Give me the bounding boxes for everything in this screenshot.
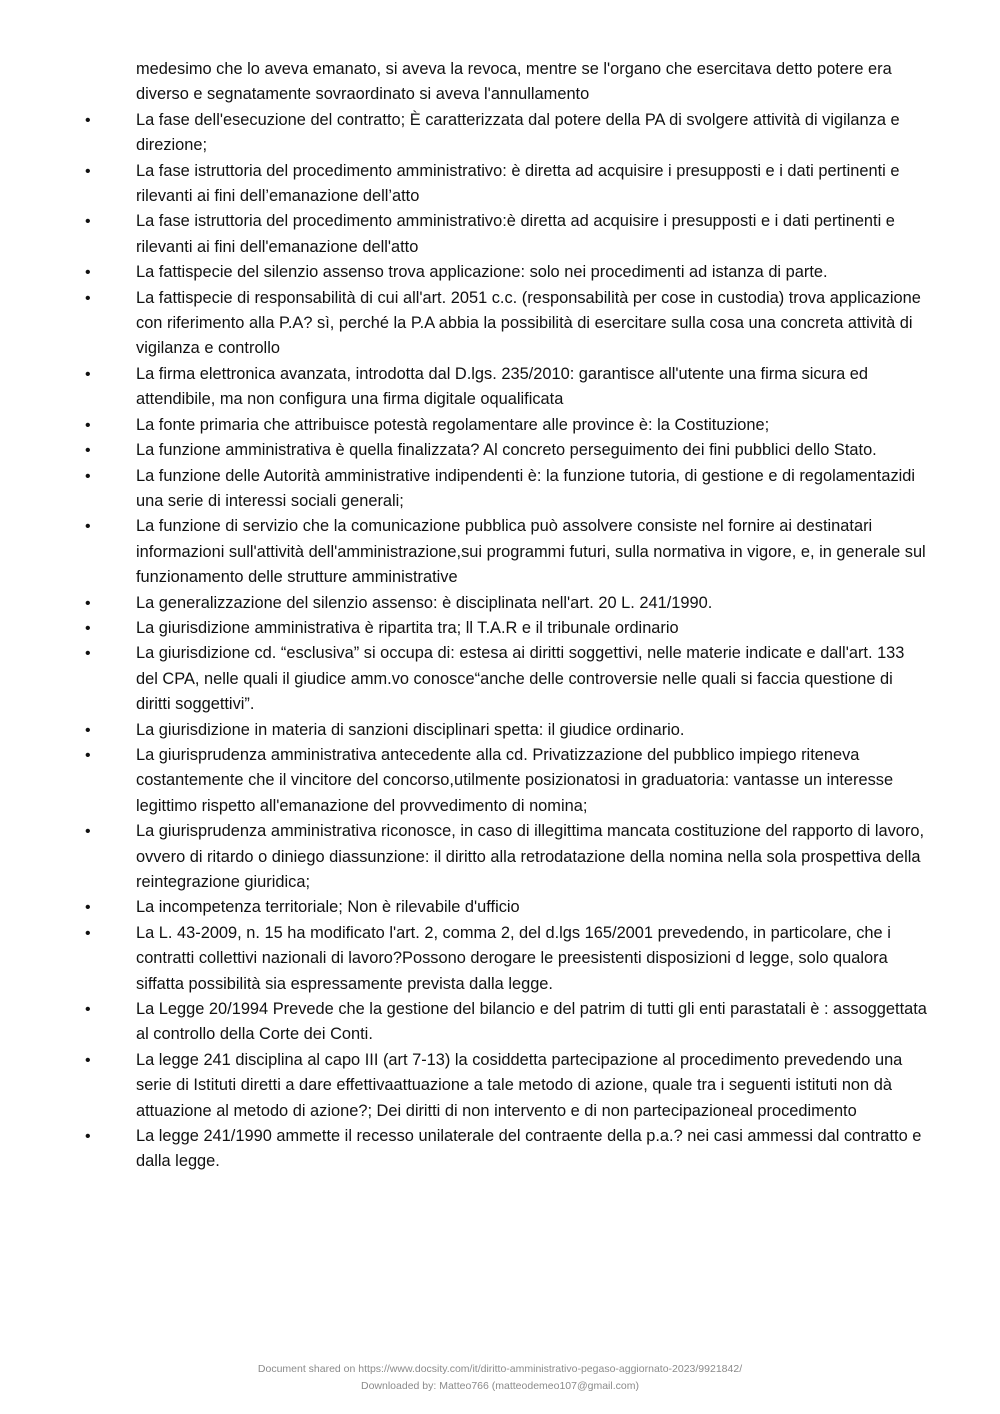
- list-item-text: La fase istruttoria del procedimento amministrativo: è diretta ad acquisire i presupposti e i dati pertinenti e rilevanti ai fini dell’emanazione dell’atto: [136, 161, 900, 206]
- list-item-text: La fase istruttoria del procedimento amministrativo:è diretta ad acquisire i presupposti e i dati pertinenti e rilevanti ai fini dell'emanazione dell'atto: [136, 212, 895, 256]
- list-item: [78, 743, 928, 819]
- bullet-icon: •: [85, 442, 91, 460]
- list-item: [78, 362, 928, 413]
- list-item: [78, 108, 928, 159]
- bullet-icon: •: [85, 213, 91, 231]
- list-item-text: La funzione amministrativa è quella finalizzata? Al concreto perseguimento dei fini pubblici dello Stato.: [136, 441, 877, 460]
- list-item-text: La giurisdizione cd. “esclusiva” si occupa di: estesa ai diritti soggettivi, nelle materie indicate e dall'art. 133 del CPA, nelle quali il giudice amm.vo conosce“anche delle controversie nelle quali si faccia questione di diritti soggettivi”.: [136, 644, 905, 714]
- footer-downloaded-by: Downloaded by: Matteo766 (matteodemeo107@gmail.com): [361, 1380, 639, 1392]
- bullet-icon: •: [85, 518, 91, 536]
- list-item: [78, 464, 928, 515]
- list-item-text: La fase dell'esecuzione del contratto; È caratterizzata dal potere della PA di svolgere attività di vigilanza e direzione;: [136, 110, 900, 155]
- list-item: [78, 616, 928, 641]
- list-item: [78, 159, 928, 210]
- bullet-icon: •: [85, 264, 91, 282]
- bullet-icon: •: [85, 365, 91, 383]
- list-item: [78, 921, 928, 997]
- bullet-icon: •: [85, 1051, 91, 1069]
- list-item-text: La giurisdizione in materia di sanzioni disciplinari spetta: il giudice ordinario.: [136, 720, 685, 739]
- list-item-text: La fattispecie del silenzio assenso trova applicazione: solo nei procedimenti ad istanza di parte.: [136, 263, 828, 282]
- bullet-icon: •: [85, 823, 91, 841]
- bullet-icon: •: [85, 721, 91, 739]
- list-item-text: La giurisprudenza amministrativa riconosce, in caso di illegittima mancata costituzione del rapporto di lavoro, ovvero di ritardo o diniego diassunzione: il diritto alla retrodatazione della nomina nella sola prospettiva della reintegrazione giuridica;: [136, 822, 925, 891]
- bullet-icon: •: [85, 899, 91, 917]
- list-item-text: La firma elettronica avanzata, introdotta dal D.lgs. 235/2010: garantisce all'utente una firma sicura ed attendibile, ma non configura una firma digitale oqualificata: [136, 364, 869, 409]
- list-item: [78, 438, 928, 463]
- list-item: [78, 514, 928, 590]
- bullet-icon: •: [85, 746, 91, 764]
- list-item: [78, 260, 928, 285]
- list-item-text: La L. 43-2009, n. 15 ha modificato l'art. 2, comma 2, del d.lgs 165/2001 prevedendo, in particolare, che i contratti collettivi nazionali di lavoro?Possono derogare le preesistenti disposizioni d legge, solo qualora siffatta possibilità sia espressamente prevista dalla legge.: [136, 923, 891, 993]
- list-item-text: La legge 241/1990 ammette il recesso unilaterale del contraente della p.a.? nei casi ammessi dal contratto e dalla legge.: [136, 1127, 922, 1171]
- list-item: [78, 591, 928, 616]
- list-item: [78, 819, 928, 895]
- list-item-text: La fonte primaria che attribuisce potestà regolamentare alle province è: la Costituzione;: [136, 415, 770, 434]
- list-item-text: La funzione delle Autorità amministrative indipendenti è: la funzione tutoria, di gestione e di regolamentazidi una serie di interessi sociali generali;: [136, 466, 916, 510]
- list-item: [78, 997, 928, 1048]
- bullet-icon: •: [85, 645, 91, 663]
- list-item: [78, 1124, 928, 1175]
- bullet-list: [78, 108, 928, 1175]
- bullet-icon: •: [85, 162, 91, 180]
- continuation-paragraph: medesimo che lo aveva emanato, si aveva la revoca, mentre se l'organo che esercitava detto potere era diverso e segnatamente sovraordinato si aveva l'annullamento: [136, 60, 892, 104]
- bullet-icon: •: [85, 1001, 91, 1019]
- list-item: [78, 413, 928, 438]
- list-item: [78, 286, 928, 362]
- list-item-text: La fattispecie di responsabilità di cui all'art. 2051 c.c. (responsabilità per cose in custodia) trova applicazione con riferimento alla P.A? sì, perché la P.A abbia la possibilità di esercitare sulla cosa una concreta attività di vigilanza e controllo: [136, 288, 921, 358]
- bullet-icon: •: [85, 924, 91, 942]
- list-item-text: La legge 241 disciplina al capo III (art 7-13) la cosiddetta partecipazione al procedimento prevedendo una serie di Istituti diretti a dare effettivaattuazione a tale metodo di azione, quale tra i seguenti istituti non dà attuazione al metodo di azione?; Dei diritti di non intervento e di non partecipazioneal procedimento: [136, 1050, 903, 1120]
- bullet-icon: •: [85, 619, 91, 637]
- bullet-icon: •: [85, 467, 91, 485]
- list-item-text: La generalizzazione del silenzio assenso: è disciplinata nell'art. 20 L. 241/1990.: [136, 593, 713, 612]
- bullet-icon: •: [85, 594, 91, 612]
- list-item: [78, 718, 928, 743]
- list-item-text: La Legge 20/1994 Prevede che la gestione del bilancio e del patrim di tutti gli enti parastatali è : assoggettata al controllo della Corte dei Conti.: [136, 1000, 927, 1044]
- list-item: [78, 1048, 928, 1124]
- bullet-icon: •: [85, 111, 91, 129]
- bullet-icon: •: [85, 1128, 91, 1146]
- list-item-text: La giurisprudenza amministrativa antecedente alla cd. Privatizzazione del pubblico impiego riteneva costantemente che il vincitore del concorso,utilmente posizionatosi in graduatoria: vantasse un interesse legittimo rispetto all'emanazione del provvedimento di nomina;: [136, 745, 894, 815]
- footer-shared-link[interactable]: Document shared on https://www.docsity.com/it/diritto-amministrativo-pegaso-aggiornato-2023/9921842/: [257, 1363, 743, 1375]
- list-item: [78, 895, 928, 920]
- list-item: [78, 641, 928, 717]
- bullet-icon: •: [85, 289, 91, 307]
- list-item-text: La giurisdizione amministrativa è ripartita tra; ll T.A.R e il tribunale ordinario: [136, 618, 679, 637]
- list-item-text: La funzione di servizio che la comunicazione pubblica può assolvere consiste nel fornire ai destinatari informazioni sull'attività dell'amministrazione,sui programmi futuri, sulla normativa in vigore, e, in generale sul funzionamento delle strutture amministrative: [136, 517, 926, 587]
- document-body: [78, 57, 928, 1175]
- bullet-icon: •: [85, 416, 91, 434]
- list-item-text: La incompetenza territoriale; Non è rilevabile d'ufficio: [136, 898, 520, 917]
- list-item: [78, 209, 928, 260]
